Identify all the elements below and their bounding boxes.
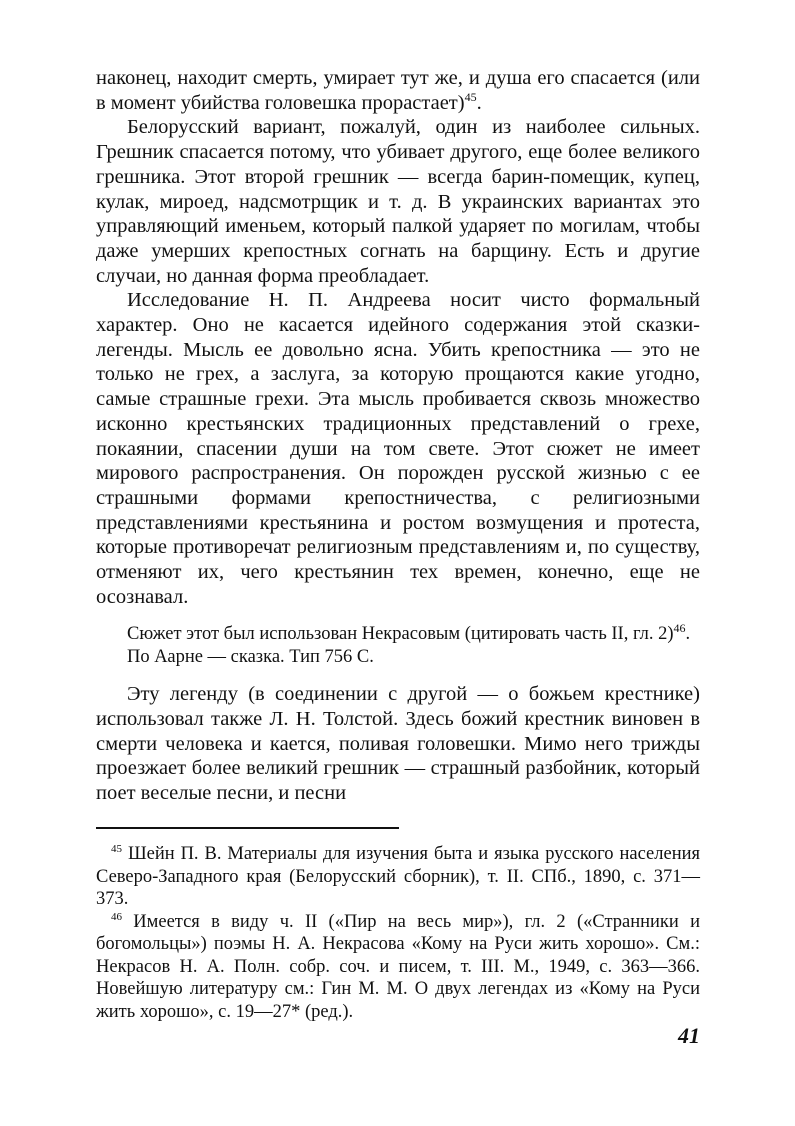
note-aarne-type: По Аарне — сказка. Тип 756 С. [127,646,374,667]
page-number: 41 [678,1023,700,1048]
footnote-46 [96,911,700,1024]
paragraph-continuation [96,66,700,115]
footnote-divider [96,827,399,829]
footnote-ref-45[interactable]: 45 [464,89,477,104]
note-nekrasov [96,623,700,645]
paragraph-tolstoy: Эту легенду (в соединении с другой — о божьем крестнике) использовал также Л. Н. Толстой. Здесь божий крестник виновен в смерти человека и кается, поливая головешки. Мимо него трижды проезжает более великий грешник — страшный разбойник, который поет веселые песни, и песни [96,683,700,805]
footnotes [96,843,700,1023]
paragraph-belarusian-variant: Белорусский вариант, пожалуй, один из наиболее сильных. Грешник спасается потому, что убивает другого, еще более великого грешника. Этот второй грешник — всегда барин-помещик, купец, кулак, мироед, надсмотрщик и т. д. В украинских вариантах это управляющий именьем, который палкой ударяет по могилам, чтобы даже умерших крепостных согнать на барщину. Есть и другие случаи, но данная форма преобладает. [96,116,700,287]
footnote-45-mark: 45 [111,842,122,855]
note-nekrasov-end: . [685,624,691,645]
footnote-46-mark: 46 [111,910,122,923]
main-text [96,66,700,806]
paragraph-andreev-study: Исследование Н. П. Андреева носит чисто формальный характер. Оно не касается идейного содержания этой сказки-легенды. Мысль ее довольно ясна. Убить крепостника — это не только не грех, а заслуга, за которую прощаются какие угодно, самые страшные грехи. Эта мысль пробивается сквозь множество исконно крестьянских традиционных представлений о грехе, покаянии, спасении души на том свете. Этот сюжет не имеет мирового распространения. Он порожден русской жизнью с ее страшными формами крепостничества, с религиозными представлениями крестьянина и ростом возмущения и протеста, которые противоречат религиозным представлениям и, по существу, отменяют их, чего крестьянин тех времен, конечно, еще не осознавал. [96,289,700,608]
footnote-45 [96,843,700,911]
note-nekrasov-text: Сюжет этот был использован Некрасовым (цитировать часть II, гл. 2) [127,624,674,645]
footnote-46-text: Имеется в виду ч. II («Пир на весь мир»), гл. 2 («Странники и богомольцы») поэмы Н. А. Некрасова «Кому на Руси жить хорошо». См.: Некрасов Н. А. Полн. собр. соч. и писем, т. III. М., 1949, с. 363—366. Новейшую литературу см.: Гин М. М. О двух легендах из «Кому на Руси жить хорошо», с. 19—27* (ред.). [96,911,701,1022]
footnote-ref-46[interactable]: 46 [673,621,686,636]
paragraph-1-end: . [476,91,482,114]
paragraph-1-text: наконец, находит смерть, умирает тут же, и душа его спасается (или в момент убийства головешка прорастает) [96,67,700,114]
footnote-45-text: Шейн П. В. Материалы для изучения быта и языка русского населения Северо-Западного края (Белорусский сборник), т. II. СПб., 1890, с. 371— 373. [96,844,701,909]
